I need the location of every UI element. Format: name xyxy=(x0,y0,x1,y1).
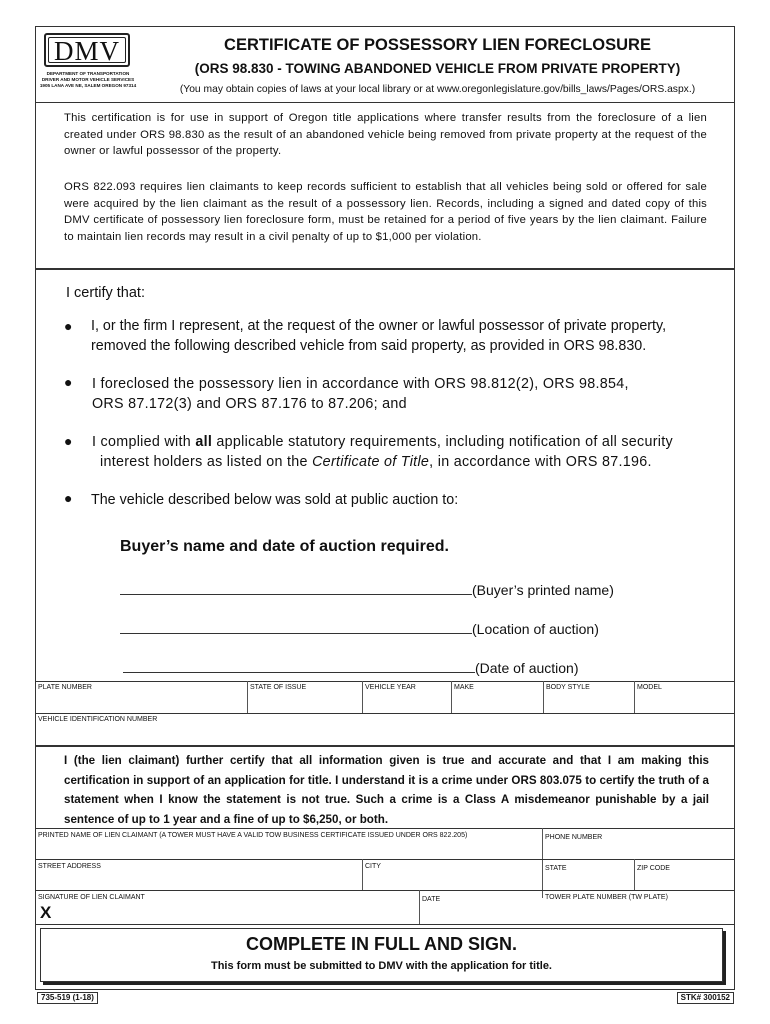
plate-number-field[interactable]: PLATE NUMBER xyxy=(38,684,92,691)
form-title: CERTIFICATE OF POSSESSORY LIEN FORECLOSURE xyxy=(224,36,651,54)
submit-instruction: This form must be submitted to DMV with the application for title. xyxy=(210,960,552,972)
certify-item-3: I complied with all applicable statutory requirements, including notification of all security interest holders as listed on the Certificate of Title, in accordance with ORS 87.196. xyxy=(92,434,674,470)
complete-heading: COMPLETE IN FULL AND SIGN. xyxy=(245,934,517,954)
certify-item-4: The vehicle described below was sold at public auction to: xyxy=(91,492,459,508)
claimant-name-field[interactable]: PRINTED NAME OF LIEN CLAIMANT (A TOWER MUST HAVE A VALID TOW BUSINESS CERTIFICATE ISSUED UNDER ORS 822.205) xyxy=(38,832,468,839)
logo-text: DMV xyxy=(53,36,120,66)
signature-field[interactable]: SIGNATURE OF LIEN CLAIMANT xyxy=(38,894,145,901)
buyer-required-note: Buyer’s name and date of auction required. xyxy=(120,538,449,555)
signature-x-mark: X xyxy=(40,903,52,922)
bullet-icon: ● xyxy=(64,490,73,506)
bullet-icon: ● xyxy=(64,374,73,390)
form-subtitle: (ORS 98.830 - TOWING ABANDONED VEHICLE FROM PRIVATE PROPERTY) xyxy=(194,61,681,76)
bullet-icon: ● xyxy=(64,433,73,449)
dept-line-1: DEPARTMENT OF TRANSPORTATION xyxy=(46,71,130,76)
divider xyxy=(35,102,735,103)
certify-item-2: I foreclosed the possessory lien in accordance with ORS 98.812(2), ORS 98.854, ORS 87.172(3) and ORS 87.176 to 87.206; and xyxy=(92,376,629,412)
final-certification: I (the lien claimant) further certify that all information given is true and accurate and that I am making this certification in support of an application for title. I understand it is a crime under ORS 803.075 to certify the truth of a statement when I know the statement is not true. Such a crime is a Class A misdemeanor punishable by a jail sentence of up to 1 year and a fine of up to $6,250, or both. xyxy=(64,754,709,826)
intro-paragraph-1: This certification is for use in support of Oregon title applications where transfer results from the foreclosure of a lien created under ORS 98.830 as the result of an abandoned vehicle being removed from private property at the request of the owner or lawful possessor of the property. xyxy=(64,112,707,157)
dept-line-3: 1905 LANA AVE NE, SALEM OREGON 97314 xyxy=(39,83,137,88)
date-field[interactable]: DATE xyxy=(422,896,441,903)
certify-heading: I certify that: xyxy=(66,285,145,301)
body-style-field[interactable]: BODY STYLE xyxy=(546,684,590,691)
auction-date-field[interactable]: (Date of auction) xyxy=(123,658,579,676)
city-field[interactable]: CITY xyxy=(365,863,381,870)
dmv-logo xyxy=(44,33,130,67)
zip-code-field[interactable]: ZIP CODE xyxy=(637,865,670,872)
buyer-name-field[interactable]: (Buyer’s printed name) xyxy=(120,580,614,598)
form-number: 735-519 (1-18) xyxy=(37,992,98,1004)
bullet-icon: ● xyxy=(64,318,73,334)
model-field[interactable]: MODEL xyxy=(637,684,662,691)
tower-plate-field[interactable]: TOWER PLATE NUMBER (TW PLATE) xyxy=(545,894,668,901)
street-address-field[interactable]: STREET ADDRESS xyxy=(38,863,101,870)
stock-number: STK# 300152 xyxy=(677,992,734,1004)
certify-item-1: I, or the firm I represent, at the request of the owner or lawful possessor of private property, removed the following described vehicle from said property, as provided in ORS 98.830. xyxy=(91,318,667,354)
vin-field[interactable]: VEHICLE IDENTIFICATION NUMBER xyxy=(38,716,158,723)
state-of-issue-field[interactable]: STATE OF ISSUE xyxy=(250,684,307,691)
dept-line-2: DRIVER AND MOTOR VEHICLE SERVICES xyxy=(41,77,135,82)
laws-note: (You may obtain copies of laws at your local library or at www.oregonlegislature.gov/bills_laws/Pages/ORS.aspx.) xyxy=(179,84,696,95)
intro-paragraph-2: ORS 822.093 requires lien claimants to keep records sufficient to establish that all vehicles being sold or offered for sale were acquired by the lien claimant as the result of a possessory lien. Records, including a signed and dated copy of this DMV certificate of possessory lien foreclosure form, must be retained for a period of five years by the lien claimant. Failure to maintain lien records may result in a civil penalty of up to $1,000 per violation. xyxy=(64,181,707,243)
divider xyxy=(35,268,735,270)
auction-location-field[interactable]: (Location of auction) xyxy=(120,619,599,637)
make-field[interactable]: MAKE xyxy=(454,684,474,691)
state-field[interactable]: STATE xyxy=(545,865,567,872)
vehicle-year-field[interactable]: VEHICLE YEAR xyxy=(365,684,416,691)
phone-number-field[interactable]: PHONE NUMBER xyxy=(545,834,603,841)
